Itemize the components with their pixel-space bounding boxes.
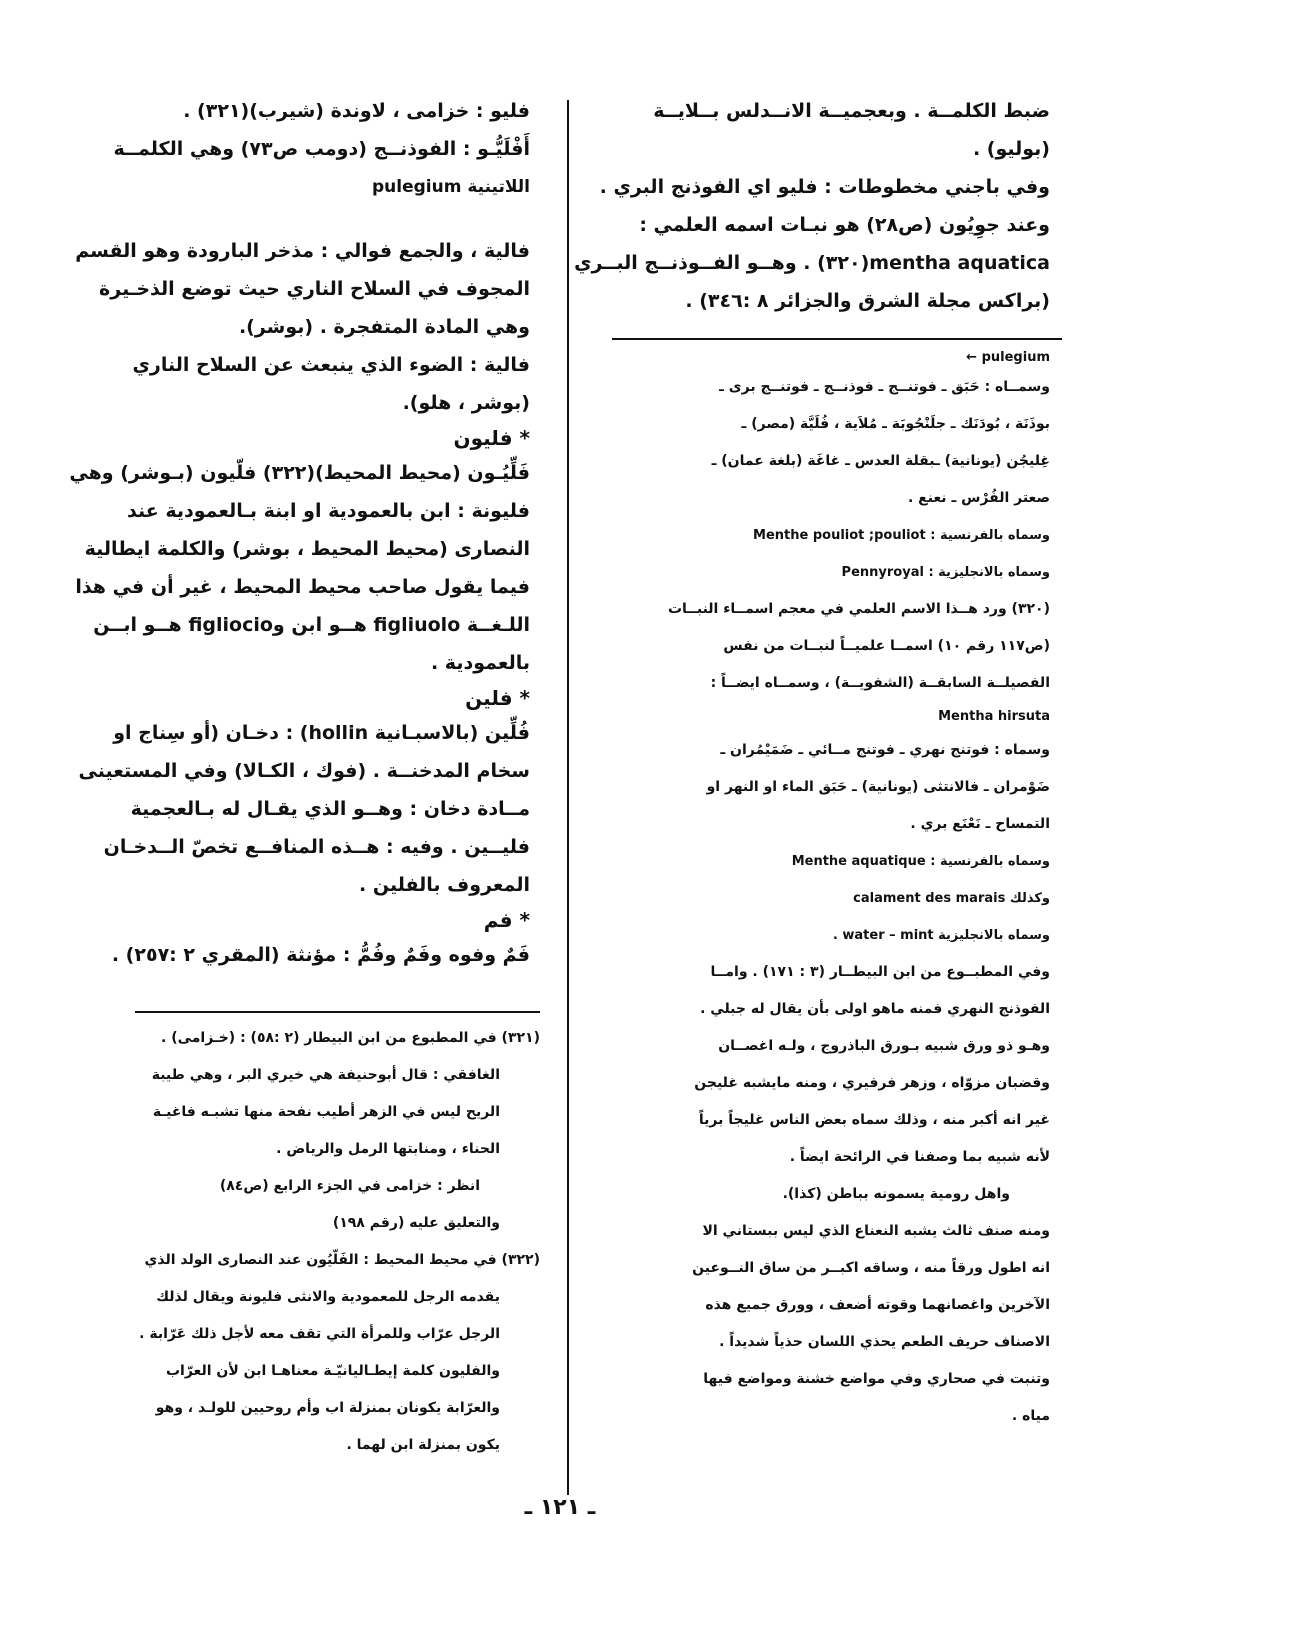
footnote-line: ومنه صنف ثالث يشبه النعناع الذي ليس ببستاني الا xyxy=(702,1223,1050,1239)
footnote-line: والتعليق عليه (رقم ١٩٨) xyxy=(332,1215,500,1231)
text-line: النصارى (محيط المحيط ، بوشر) والكلمة ايطالية xyxy=(84,538,530,560)
text-line: ضبط الكلمــة . وبعجميــة الانــدلس بــلايــة xyxy=(653,100,1050,122)
footnote-line: (ص١١٧ رقم ١٠) اسمــا علميــاً لنبــات من نفس xyxy=(723,638,1050,654)
footnote-line: الغافقي : قال أبوحنيفة هي خيري البر ، وهي طيبة xyxy=(151,1067,500,1083)
paragraph-gap xyxy=(110,206,530,232)
text-line: فالية : الضوء الذي ينبعث عن السلاح الناري xyxy=(132,354,530,376)
text-line: فيما يقول صاحب محيط المحيط ، غير أن في هذا xyxy=(75,576,530,598)
footnote-line: (٣٢١) في المطبوع من ابن البيطار (٢ :٥٨) : (خـزامى) . xyxy=(161,1030,540,1046)
text-line: فَلِّيُـون (محيط المحيط)(٣٢٢) فلّيون (بـوشر) وهي xyxy=(69,462,530,484)
footnote-line: وكذلك calament des marais xyxy=(853,891,1050,906)
text-line: وفي باجني مخطوطات : فليو اي الفوذنج البري . xyxy=(599,176,1050,198)
text-line: فليونة : ابن بالعمودية او ابنة بـالعمودية عند xyxy=(127,500,530,522)
footnote-line: (٣٢٢) في محيط المحيط : الفَلّيُون عند النصارى الولد الذي xyxy=(144,1252,540,1268)
footnote-line: وسماه بالانجليزية water – mint . xyxy=(832,928,1050,943)
footnote-line: صعتر الفُرْس ـ نعنع . xyxy=(907,490,1050,506)
text-line: فالية ، والجمع فوالي : مذخر البارودة وهو القسم xyxy=(75,240,530,262)
text-line: (بوليو) . xyxy=(972,138,1050,160)
footnote-line: يكون بمنزلة ابن لهما . xyxy=(346,1437,500,1453)
footnote-line: وسماه بالفرنسية : Menthe aquatique xyxy=(791,854,1050,869)
footnote-line: وسماه بالانجليزية : Pennyroyal xyxy=(841,565,1050,580)
footnote-line: واهل رومية يسمونه بباطن (كذا). xyxy=(782,1186,1010,1202)
footnote-line: وسماه بالفرنسية : Menthe pouliot ;pouliot xyxy=(753,528,1050,543)
text-line: بالعمودية . xyxy=(430,652,530,674)
footnote-line: الرجل عرّاب وللمرأة التي تقف معه لأجل ذلك عَرّابة . xyxy=(139,1326,500,1342)
text-line: اللاتينية pulegium xyxy=(371,177,530,197)
footnote-line: Mentha hirsuta xyxy=(938,709,1050,724)
entry-heading-fallin: * فلين xyxy=(465,686,530,710)
footnote-line: لأنه شبيه بما وصفنا في الرائحة ايضاً . xyxy=(789,1149,1050,1165)
footnote-line: وقضبان مزوّاه ، وزهر فرفيري ، ومنه مايشبه غليجن xyxy=(694,1075,1050,1091)
footnote-line: الفوذنج النهري فمنه ماهو اولى بأن يقال له جبلي . xyxy=(700,1001,1050,1017)
footnote-line: والفليون كلمة إيطـاليانيّـة معناهـا ابن لأن العرّاب xyxy=(165,1363,500,1379)
text-line: وهي المادة المتفجرة . (بوشر). xyxy=(238,316,530,338)
text-line: اللـغــة figliuolo هــو ابن وfigliocio هــو ابــن xyxy=(93,614,530,636)
footnote-line: وسماه : فوتنج نهري ـ فوتنج مــائي ـ ضَمَيْمُران ـ xyxy=(720,742,1050,758)
footnote-line: الاصناف حريف الطعم يحذي اللسان حذياً شديداً . xyxy=(719,1334,1050,1350)
text-line: (بوشر ، هلو). xyxy=(402,392,530,414)
footnote-line: الريح ليس في الزهر أطيب نفحة منها تشبـه فاغيـة xyxy=(152,1104,500,1120)
text-line: المجوف في السلاح الناري حيث توضع الذخـيرة xyxy=(99,278,530,300)
footnote-line: التمساح ـ نَعْنَع بري . xyxy=(910,816,1050,832)
footnote-line: غير انه أكبر منه ، وذلك سماه بعض الناس غليجاً برياً xyxy=(698,1112,1050,1128)
text-line: فُلِّين (بالاسبـانية hollin) : دخـان (أو سِناج او xyxy=(113,722,530,744)
footnote-line: الحناء ، ومنابتها الرمل والرياض . xyxy=(276,1141,500,1157)
text-line: فَمٌ وفوه وفَمٌ وفُمُّ : مؤنثة (المقري ٢ :٢٥٧) . xyxy=(111,944,530,966)
left-column-footnotes xyxy=(110,1020,540,1464)
text-line: مــادة دخان : وهــو الذي يقـال له بـالعجمية xyxy=(130,798,530,820)
text-line: سخام المدخنــة . (فوك ، الكـالا) وفي المستعينى xyxy=(78,760,530,782)
entry-heading-falyun: * فليون xyxy=(453,426,530,450)
footnote-line: غِليجُن (يونانية) ـبقلة العدس ـ غاغَة (بلغة عمان) ـ xyxy=(711,453,1050,469)
column-divider xyxy=(567,100,569,1495)
footnote-line: الآخرين واغصانهما وقوته أضعف ، وورق جميع هذه xyxy=(705,1297,1050,1313)
text-line: أَفْلَيُّـو : الفوذنــج (دومب ص٧٣) وهي الكلمــة xyxy=(113,138,530,160)
right-column-main xyxy=(574,92,1050,320)
footnote-line: الفصيلــة السابقــة (الشفويــة) ، وسمــاه ايضــاً : xyxy=(710,675,1050,691)
page-number: ـ ١٢١ ـ xyxy=(524,1495,596,1520)
footnote-line: (٣٢٠) ورد هــذا الاسم العلمي في معجم اسمــاء النبــات xyxy=(667,601,1050,617)
text-line: (براكس مجلة الشرق والجزائر ٨ :٣٤٦) . xyxy=(685,290,1050,312)
footnote-line: انظر : خزامى في الجزء الرابع (ص٨٤) xyxy=(219,1178,480,1194)
footnote-separator-right xyxy=(612,338,1062,340)
entry-heading-fam: * فم xyxy=(483,908,530,932)
left-column-main xyxy=(69,92,530,974)
footnote-line: وفي المطبــوع من ابن البيطــار (٣ : ١٧١) . وامــا xyxy=(710,964,1050,980)
footnote-line: pulegium ← xyxy=(966,350,1050,365)
footnote-separator-left xyxy=(135,1011,540,1013)
footnote-line: وهـو ذو ورق شبيه بـورق الباذروج ، ولـه اغصــان xyxy=(718,1038,1050,1054)
footnote-line: والعرّابة يكونان بمنزلة اب وأم روحيين للولـد ، وهو xyxy=(155,1400,500,1416)
text-line: فليــين . وفيه : هــذه المنافــع تخصّ الــدخـان xyxy=(103,836,530,858)
text-line: المعروف بالفلين . xyxy=(359,874,530,896)
footnote-line: بوذَنَة ، بُودَنَك ـ جلَنْجُوبَة ـ مُلاَية ، فُلَيَّة (مصر) ـ xyxy=(741,416,1050,432)
right-column-footnotes xyxy=(600,347,1050,1435)
text-line: وعند جوِيُون (ص٢٨) هو نبـات اسمه العلمي : xyxy=(639,214,1050,236)
text-line: فليو : خزامى ، لاوندة (شيرب)(٣٢١) . xyxy=(183,100,530,122)
footnote-line: يقدمه الرجل للمعمودية والانثى فليونة ويقال لذلك xyxy=(156,1289,500,1305)
footnote-line: ضَوْمران ـ فالانتثى (يونانية) ـ حَبَق الماء او النهر او xyxy=(706,779,1050,795)
footnote-line: وسمــاه : حَبَق ـ فوتنــج ـ فوذنــج ـ فوتنــج برى ـ xyxy=(719,379,1050,395)
footnote-line: مياه . xyxy=(1011,1408,1050,1424)
text-line: mentha aquatica(٣٢٠) . وهــو الفــوذنــج البــري xyxy=(574,252,1050,274)
footnote-line: وتنبت في صحاري وفي مواضع خشنة ومواضع فيها xyxy=(703,1371,1050,1387)
footnote-line: انه اطول ورقاً منه ، وساقه اكبــر من ساق النــوعين xyxy=(692,1260,1050,1276)
